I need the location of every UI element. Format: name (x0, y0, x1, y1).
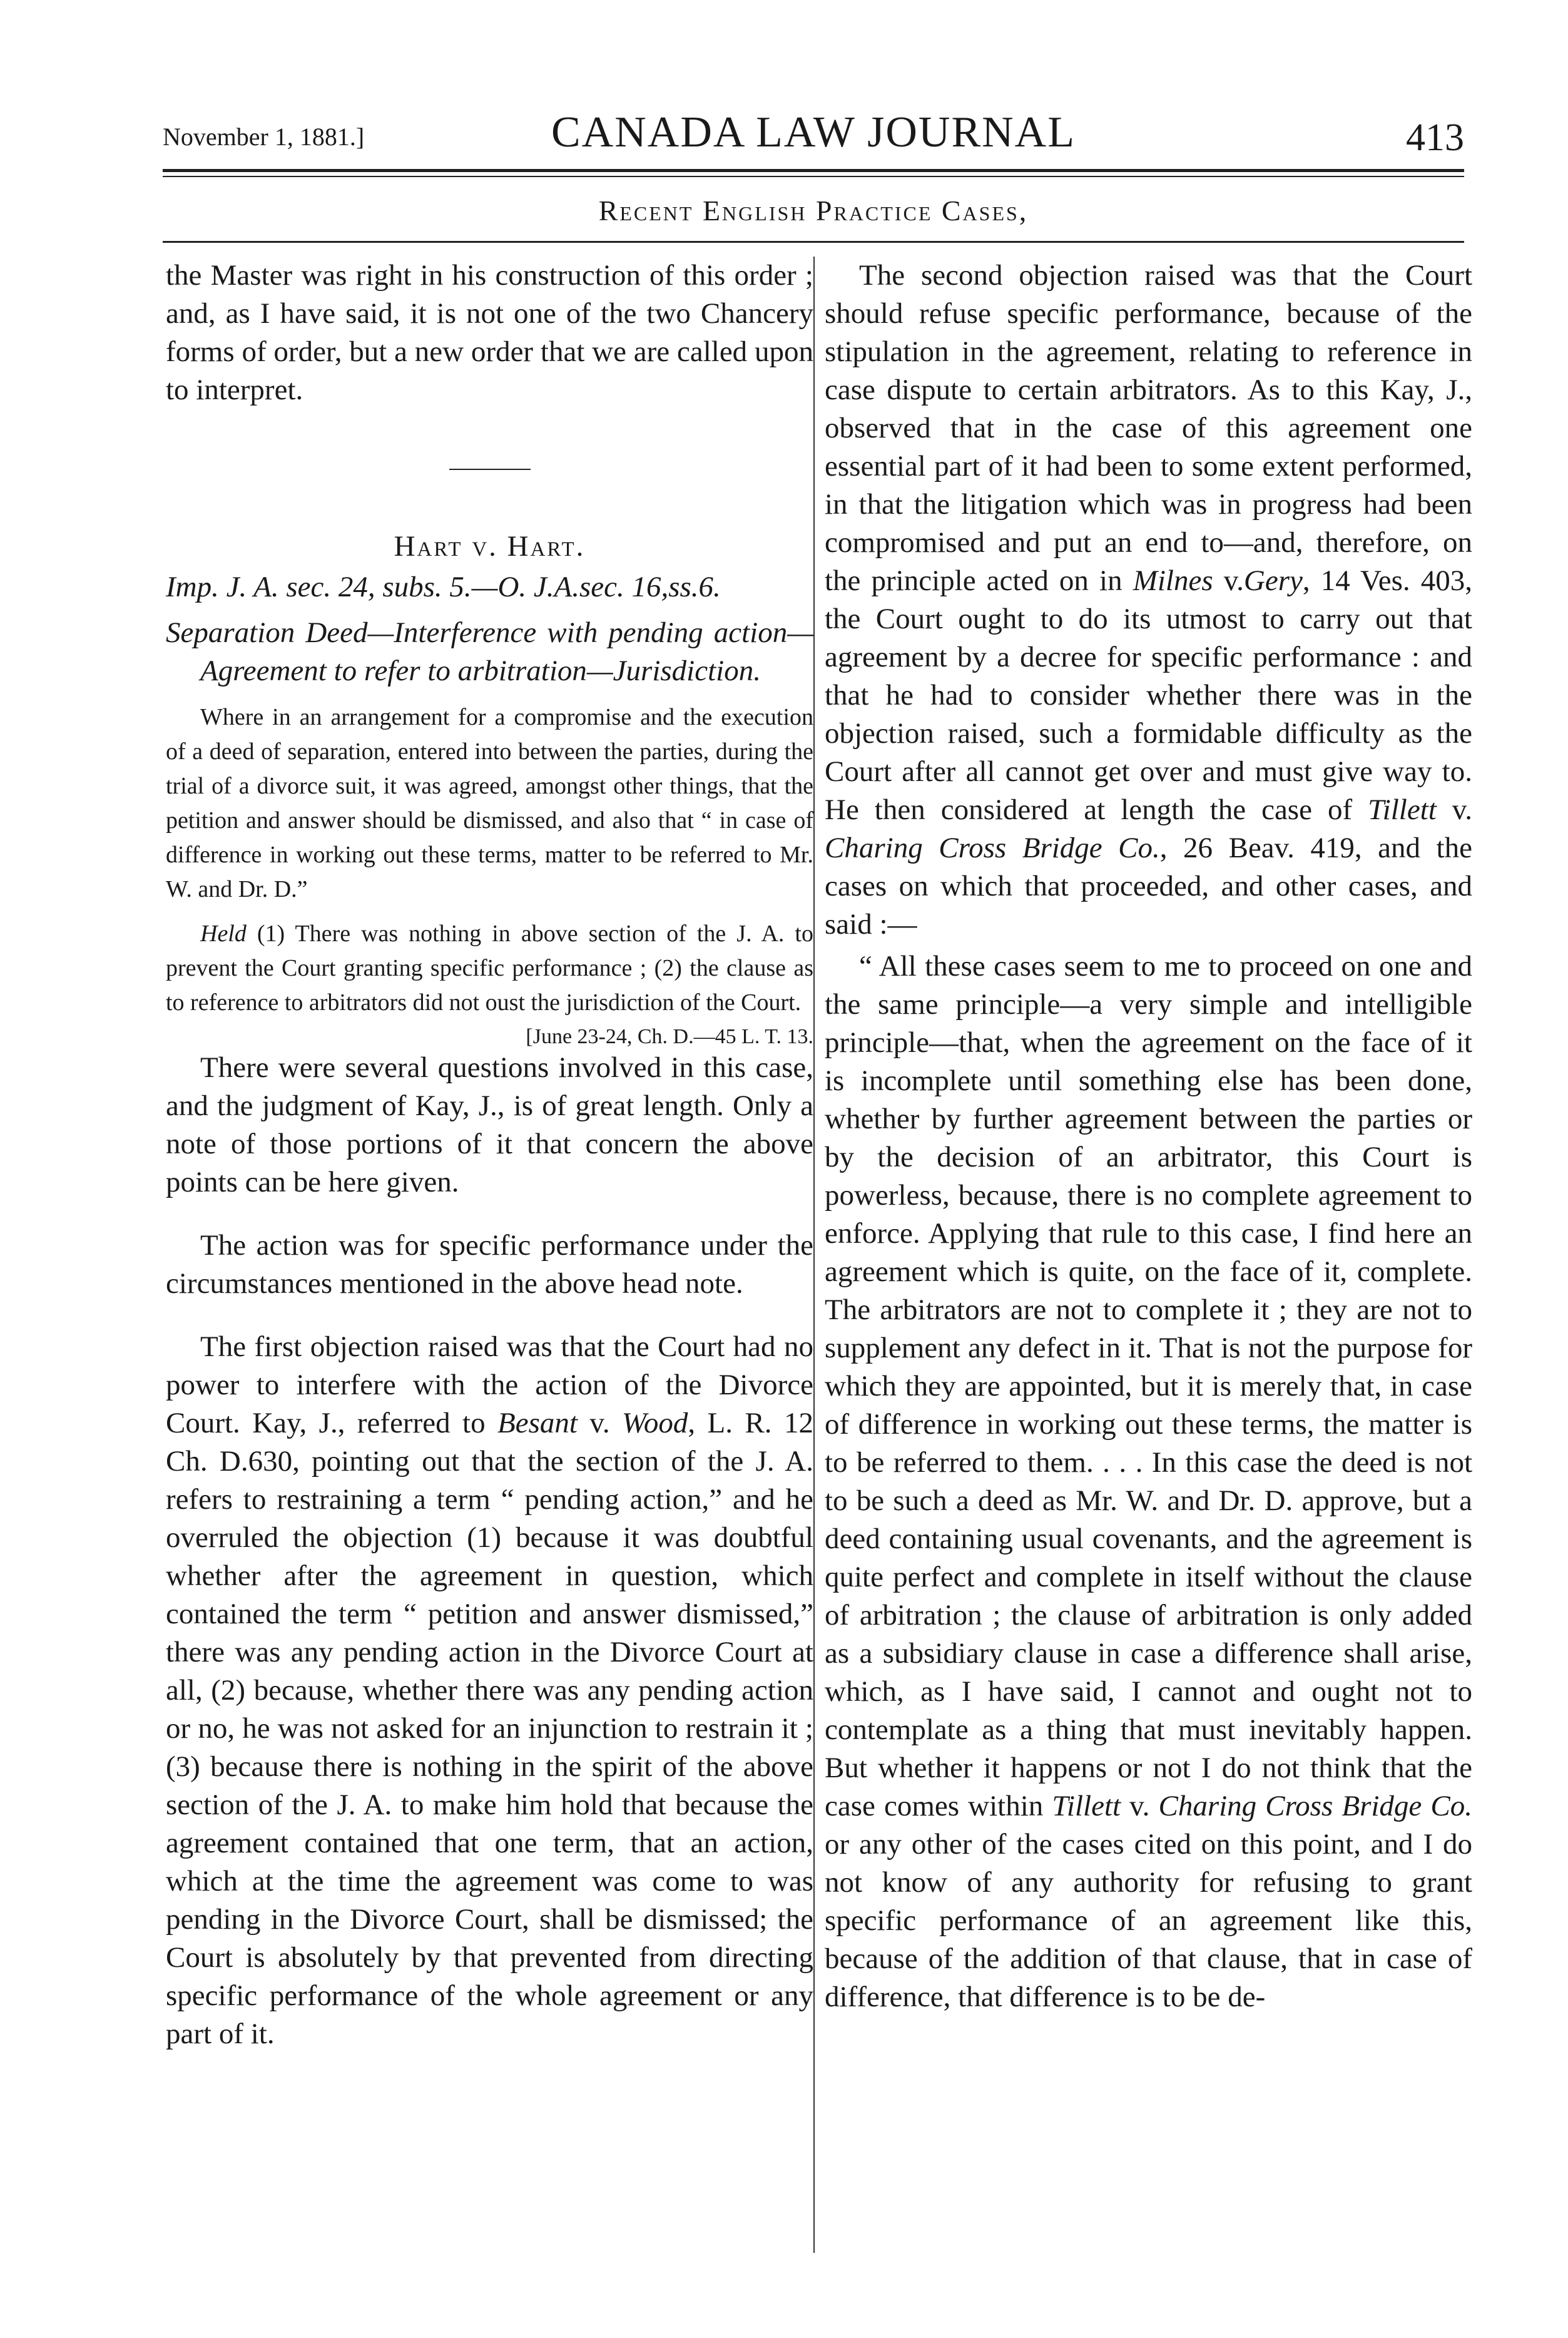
case-name: Tillett (1368, 794, 1437, 826)
page-header (163, 94, 1464, 169)
case-name: Milnes (1133, 564, 1213, 597)
paragraph (825, 257, 1472, 944)
catchwords: Separation Deed—Interference with pending action—Agreement to refer to arbitration—Jurisdiction. (166, 616, 813, 687)
case-name: Tillett (1052, 1790, 1121, 1822)
issue-date: November 1, 1881.] (163, 123, 365, 151)
right-column (825, 257, 1472, 2016)
case-name: Charing Cross Bridge Co. (1158, 1790, 1472, 1822)
text-run: , 14 Ves. 403, the Court ought to do its utmost to carry out that agreement by a decree for specific performance : and that he had to consider whether there was in the objection raised, such a formidable difficulty as the Court after all cannot get over and must give way to. He then considered at length the case of (825, 564, 1472, 826)
text-run: “ All these cases seem to me to proceed on one and the same principle—a very simple and intelligible principle—that, when the agreement on the face of it is incomplete until something else has been done, whether by further agreement between the parties or by the decision of an arbitrator, this Court is powerless, because, there is no complete agreement to enforce. Applying that rule to this case, I find here an agreement which is quite, on the face of it, complete. The arbitrators are not to complete it ; they are not to supplement any defect in it. That is not the purpose for which they are appointed, but it is merely that, in case of difference in working out these terms, the matter is to be referred to them. . . . In this case the deed is not to be such a deed as Mr. W. and Dr. D. approve, but a deed containing usual covenants, and the agreement is quite perfect and complete in itself without the clause of arbitration ; the clause of arbitration is only added as a subsidiary clause in case a difference shall arise, which, as I have said, I cannot and ought not to contemplate as a thing that must inevitably happen. But whether it happens or not I do not think that the case comes within (825, 950, 1472, 1822)
case-name: Charing Cross Bridge Co. (825, 832, 1160, 864)
case-title: Hart v. Hart. (394, 530, 586, 563)
statute-reference: Imp. J. A. sec. 24, subs. 5.—O. J.A.sec. 16,ss.6. (166, 571, 721, 603)
text-run: v. (577, 1407, 623, 1439)
text-run: , 26 Beav. 419, and the cases on which that proceeded, and other cases, and said :— (825, 832, 1472, 941)
paragraph (166, 1328, 813, 2053)
held-text: (1) There was nothing in above section of the J. A. to prevent the Court granting specific performance ; (2) the clause as to reference to arbitrators did not oust the jurisdiction of the Court. (166, 921, 813, 1016)
column-divider (813, 257, 815, 2253)
text-run: v. (1436, 794, 1472, 826)
headnote: Where in an arrangement for a compromise and the execution of a deed of separation, entered into between the parties, during the trial of a divorce suit, it was agreed, amongst other things, that the petition and answer should be dismissed, and also that “ in case of difference in working out these terms, matter to be referred to Mr. W. and Dr. D.” (166, 704, 813, 902)
paragraph: The action was for specific performance under the circumstances mentioned in the above head note. (166, 1229, 813, 1300)
header-rule-thick (163, 169, 1464, 172)
text-run: , L. R. 12 Ch. D.630, pointing out that the section of the J. A. refers to restraining a term “ pending action,” and he overruled the objection (1) because it was doubtful whether after the agreement in question, which contained the term “ petition and answer dismissed,” there was any pending action in the Divorce Court at all, (2) because, whether there was any pending action or no, he was not asked for an injunction to restrain it ; (3) because there is nothing in the spirit of the above section of the J. A. to make him hold that because the agreement contained that one term, that an action, which at the time the agreement was come to was pending in the Divorce Court, shall be dismissed; the Court is absolutely by that prevented from directing specific performance of the whole agreement or any part of it. (166, 1407, 813, 2050)
case-name: Gery (1243, 564, 1303, 597)
separator-rule (449, 469, 531, 470)
section-title: Recent English Practice Cases, (598, 195, 1029, 227)
held-label: Held (200, 921, 247, 947)
case-name: Wood (622, 1407, 688, 1439)
report-citation: [June 23-24, Ch. D.—45 L. T. 13. (526, 1025, 813, 1048)
page-number: 413 (1406, 116, 1464, 159)
section-rule (163, 241, 1464, 243)
journal-title: CANADA LAW JOURNAL (551, 108, 1076, 156)
left-column (166, 257, 813, 2053)
text-run: The second objection raised was that the Court should refuse specific performance, because of the stipulation in the agreement, relating to reference in case dispute to certain arbitrators. As to this Kay, J., observed that in the case of this agreement one essential part of it had been to some extent performed, in that the litigation which was in progress had been compromised and put an end to—and, therefore, on the principle acted on in (825, 259, 1472, 597)
paragraph (825, 947, 1472, 2016)
text-run: The first objection raised was that the Court had no power to interfere with the action of the Divorce Court. Kay, J., referred to (166, 1330, 813, 1439)
case-name: Besant (497, 1407, 578, 1439)
text-run: v. (1213, 564, 1244, 597)
paragraph: the Master was right in his construction of this order ; and, as I have said, it is not one of the two Chancery forms of order, but a new order that we are called upon to interpret. (166, 259, 813, 406)
paragraph: There were several questions involved in this case, and the judgment of Kay, J., is of great length. Only a note of those portions of it that concern the above points can be here given. (166, 1051, 813, 1198)
header-rule-thin (163, 176, 1464, 177)
text-run: or any other of the cases cited on this point, and I do not know of any authority for refusing to grant specific performance of an agreement like this, because of the addition of that clause, that in case of difference, that difference is to be de- (825, 1828, 1472, 2013)
text-run: v. (1121, 1790, 1159, 1822)
held-note (166, 917, 813, 1020)
